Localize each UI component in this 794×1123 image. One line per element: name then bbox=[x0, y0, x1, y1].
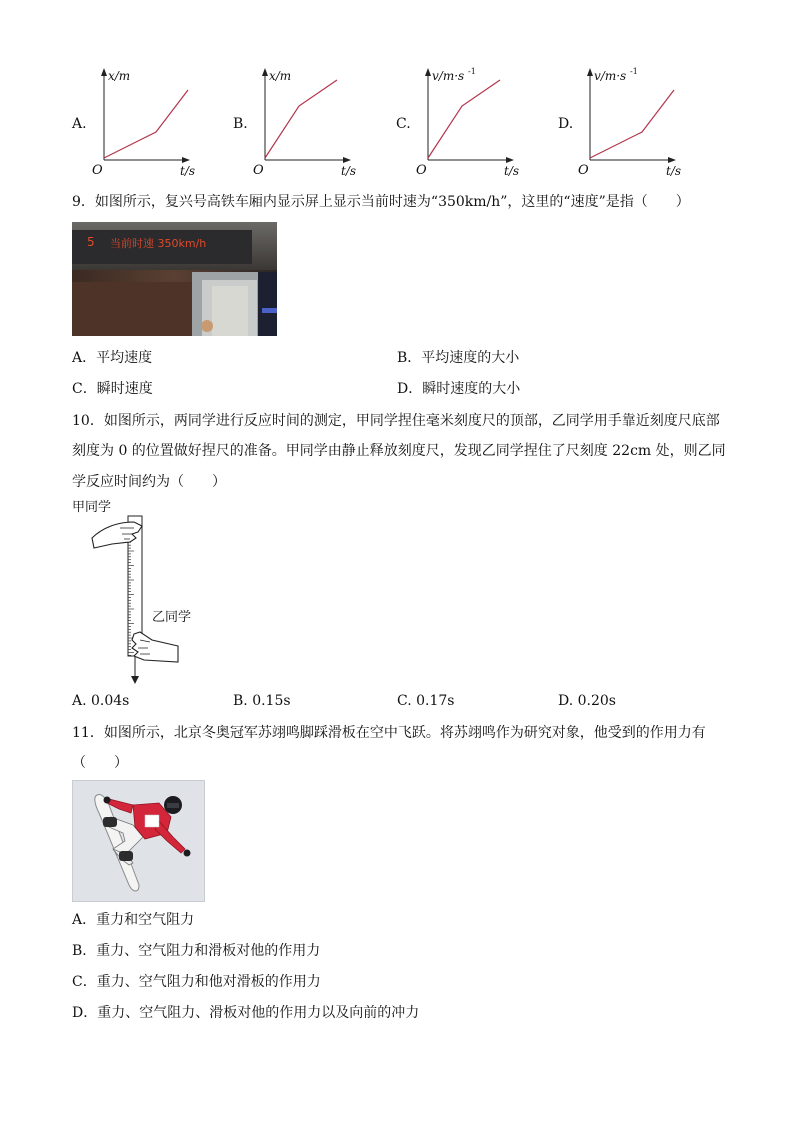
y-axis-arrow bbox=[425, 68, 431, 76]
origin-label: O bbox=[578, 163, 589, 178]
q11-stem-line2: （ ） bbox=[72, 755, 128, 771]
q8-option-b bbox=[233, 62, 383, 182]
q11-stem-line1: 11．如图所示，北京冬奥冠军苏翊鸣脚踩滑板在空中飞跃。将苏翊鸣作为研究对象，他受到的作用力有 bbox=[72, 725, 706, 741]
q11-option-b: B．重力、空气阻力和滑板对他的作用力 bbox=[72, 943, 321, 959]
x-axis-arrow bbox=[668, 157, 676, 163]
y-axis-label-superscript: -1 bbox=[468, 67, 476, 76]
graph-axes bbox=[72, 62, 222, 182]
option-letter: B. bbox=[233, 116, 248, 132]
graph-line bbox=[590, 90, 674, 158]
y-axis-label: v/m·s bbox=[594, 69, 627, 83]
q9-option-c: C．瞬时速度 bbox=[72, 381, 153, 397]
origin-label: O bbox=[416, 163, 427, 178]
y-axis-label: v/m·s bbox=[432, 69, 465, 83]
graph-axes bbox=[396, 62, 546, 182]
x-axis-label: t/s bbox=[180, 164, 196, 178]
x-axis-label: t/s bbox=[341, 164, 357, 178]
q11-option-d: D．重力、空气阻力、滑板对他的作用力以及向前的冲力 bbox=[72, 1005, 420, 1021]
x-axis-arrow bbox=[343, 157, 351, 163]
q8-option-c bbox=[396, 62, 546, 182]
q9-option-d: D．瞬时速度的大小 bbox=[397, 381, 521, 397]
graph-line bbox=[104, 90, 188, 158]
q8-option-a bbox=[72, 62, 222, 182]
q10-option-b: B. 0.15s bbox=[233, 693, 291, 709]
label-yi: 乙同学 bbox=[152, 610, 192, 625]
q10-option-d: D. 0.20s bbox=[558, 693, 616, 709]
graph-line bbox=[428, 80, 500, 158]
q8-option-d bbox=[558, 62, 708, 182]
q9-option-a: A．平均速度 bbox=[72, 350, 153, 366]
ruler-figure bbox=[72, 498, 212, 688]
y-axis-arrow bbox=[262, 68, 268, 76]
y-axis-label: x/m bbox=[108, 69, 131, 83]
graph-axes bbox=[558, 62, 708, 182]
origin-label: O bbox=[92, 163, 103, 178]
option-letter: A. bbox=[72, 116, 87, 132]
display-number: 5 bbox=[87, 235, 95, 249]
x-axis-arrow bbox=[182, 157, 190, 163]
x-axis-label: t/s bbox=[504, 164, 520, 178]
q11-option-a: A．重力和空气阻力 bbox=[72, 912, 195, 928]
display-speed-text: 当前时速 350km/h bbox=[110, 237, 207, 250]
y-axis-label: x/m bbox=[269, 69, 292, 83]
q9-stem: 9．如图所示，复兴号高铁车厢内显示屏上显示当前时速为“350km/h”，这里的“速度”是指（ ） bbox=[72, 194, 690, 210]
snowboarder-photo bbox=[72, 780, 205, 902]
x-axis-label: t/s bbox=[666, 164, 682, 178]
y-axis-arrow bbox=[587, 68, 593, 76]
graph-axes bbox=[233, 62, 383, 182]
q11-option-c: C．重力、空气阻力和他对滑板的作用力 bbox=[72, 974, 321, 990]
q10-option-a: A. 0.04s bbox=[72, 693, 130, 709]
option-letter: C. bbox=[396, 116, 411, 132]
label-jia: 甲同学 bbox=[72, 500, 112, 515]
q9-option-b: B．平均速度的大小 bbox=[397, 350, 520, 366]
y-axis-arrow bbox=[101, 68, 107, 76]
y-axis-label-superscript: -1 bbox=[630, 67, 638, 76]
train-display-photo bbox=[72, 222, 277, 336]
option-letter: D. bbox=[558, 116, 574, 132]
graph-line bbox=[265, 80, 337, 158]
origin-label: O bbox=[253, 163, 264, 178]
q10-stem-line2: 刻度为 0 的位置做好捏尺的准备。甲同学由静止释放刻度尺，发现乙同学捏住了尺刻度 22cm 处，则乙同 bbox=[72, 443, 726, 459]
x-axis-arrow bbox=[506, 157, 514, 163]
q10-stem-line3: 学反应时间约为（ ） bbox=[72, 474, 226, 490]
q10-stem-line1: 10．如图所示，两同学进行反应时间的测定，甲同学捏住毫米刻度尺的顶部，乙同学用手靠近刻度尺底部 bbox=[72, 413, 720, 429]
q10-option-c: C. 0.17s bbox=[397, 693, 455, 709]
